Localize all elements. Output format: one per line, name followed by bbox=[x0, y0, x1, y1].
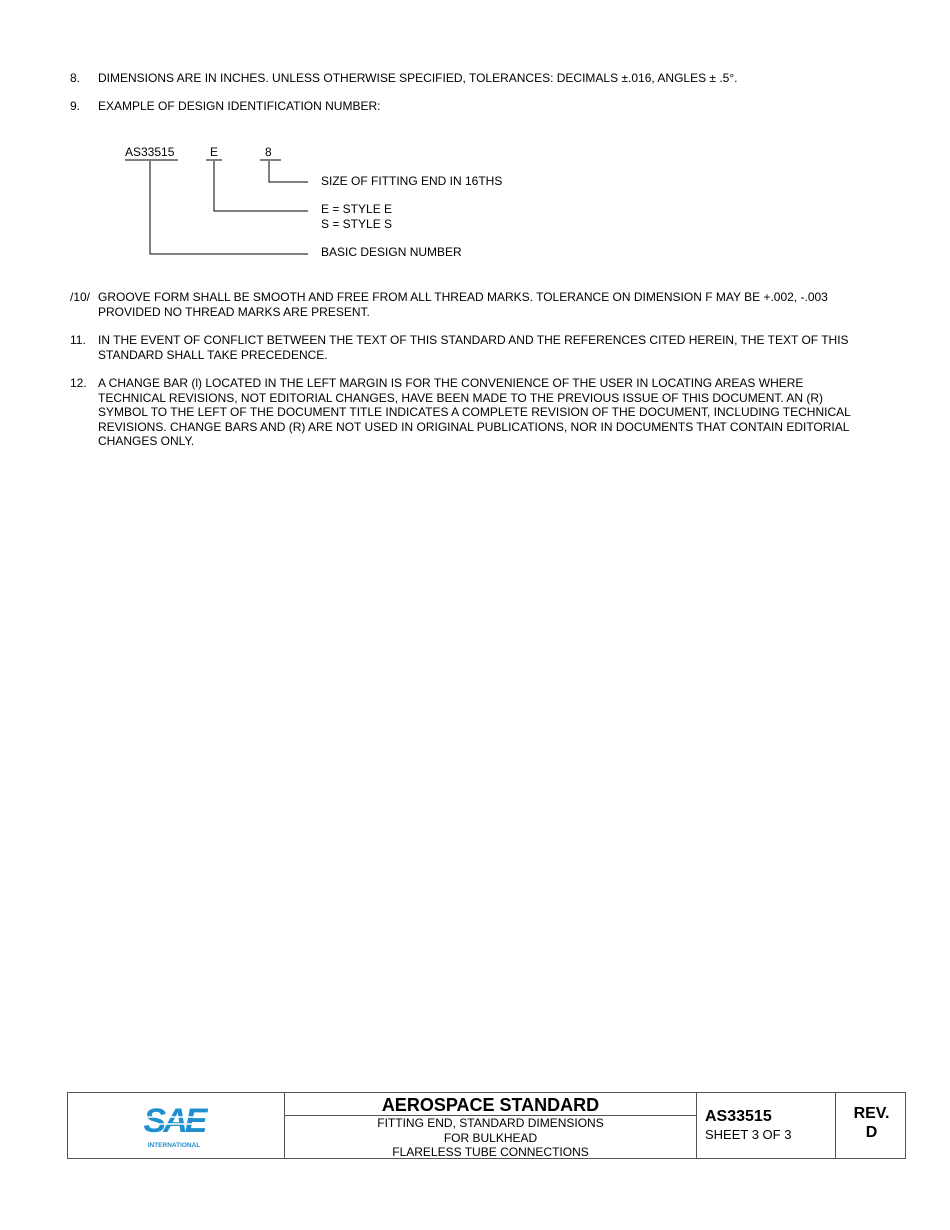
note-text: IN THE EVENT OF CONFLICT BETWEEN THE TEXT OF THIS STANDARD AND THE REFERENCES CITED HEREIN, THE TEXT OF THIS STANDARD SHALL TAKE PRECEDENCE. bbox=[98, 333, 849, 362]
note-12 bbox=[70, 376, 870, 449]
note-number: /10/ bbox=[70, 290, 91, 304]
document-number: AS33515 bbox=[705, 1108, 772, 1125]
size-leader-line bbox=[269, 161, 308, 182]
title-line: FITTING END, STANDARD DIMENSIONS bbox=[377, 1116, 604, 1130]
document-id-cell bbox=[697, 1093, 836, 1158]
basic-label: BASIC DESIGN NUMBER bbox=[321, 245, 462, 259]
logo-subtext: INTERNATIONAL bbox=[147, 1142, 201, 1149]
logo-mark: SAE bbox=[143, 1102, 205, 1140]
title-block bbox=[67, 1092, 906, 1159]
revision-label: REV. bbox=[853, 1105, 890, 1122]
sae-logo bbox=[68, 1093, 285, 1158]
note-text: DIMENSIONS ARE IN INCHES. UNLESS OTHERWISE SPECIFIED, TOLERANCES: DECIMALS ±.016, ANGLES ± .5°. bbox=[98, 71, 738, 85]
standard-heading: AEROSPACE STANDARD bbox=[285, 1093, 696, 1116]
note-10 bbox=[70, 290, 870, 319]
title-line: FLARELESS TUBE CONNECTIONS bbox=[392, 1145, 589, 1159]
design-id-diagram bbox=[0, 0, 950, 290]
revision-cell bbox=[836, 1093, 907, 1158]
note-11 bbox=[70, 333, 870, 362]
revision-value: D bbox=[865, 1124, 878, 1141]
note-number: 12. bbox=[70, 376, 87, 390]
sheet-number: SHEET 3 OF 3 bbox=[705, 1127, 792, 1142]
basic-number-code: AS33515 bbox=[125, 145, 175, 159]
style-e-label: E = STYLE E bbox=[321, 202, 393, 216]
note-number: 9. bbox=[70, 99, 81, 113]
title-line: FOR BULKHEAD bbox=[443, 1130, 538, 1145]
logo-cell bbox=[68, 1093, 285, 1158]
basic-leader-line bbox=[150, 161, 308, 254]
note-number: 8. bbox=[70, 71, 81, 85]
size-code: 8 bbox=[265, 145, 272, 159]
style-code: E bbox=[210, 145, 219, 159]
title-cell bbox=[285, 1093, 697, 1158]
note-text: A CHANGE BAR (l) LOCATED IN THE LEFT MARGIN IS FOR THE CONVENIENCE OF THE USER IN LOCATING AREAS WHERE TECHNICAL REVISIONS, NOT EDITORIAL CHANGES, HAVE BEEN MADE TO THE PREVIOUS ISSUE OF THIS DOCUMENT. AN (R) SYMBOL TO THE LEFT OF THE DOCUMENT TITLE INDICATES A COMPLETE REVISION OF THE DOCUMENT, INCLUDING TECHNICAL REVISIONS. CHANGE BARS AND (R) ARE NOT USED IN ORIGINAL PUBLICATIONS, NOR IN DOCUMENTS THAT CONTAIN EDITORIAL CHANGES ONLY. bbox=[98, 376, 851, 448]
note-text: EXAMPLE OF DESIGN IDENTIFICATION NUMBER: bbox=[98, 99, 381, 113]
note-text: GROOVE FORM SHALL BE SMOOTH AND FREE FROM ALL THREAD MARKS. TOLERANCE ON DIMENSION F MAY BE +.002, -.003 PROVIDED NO THREAD MARKS ARE PRESENT. bbox=[98, 290, 828, 319]
style-leader-line bbox=[214, 161, 308, 211]
size-label: SIZE OF FITTING END IN 16THS bbox=[321, 174, 503, 188]
style-s-label: S = STYLE S bbox=[321, 217, 393, 231]
note-number: 11. bbox=[70, 333, 86, 347]
